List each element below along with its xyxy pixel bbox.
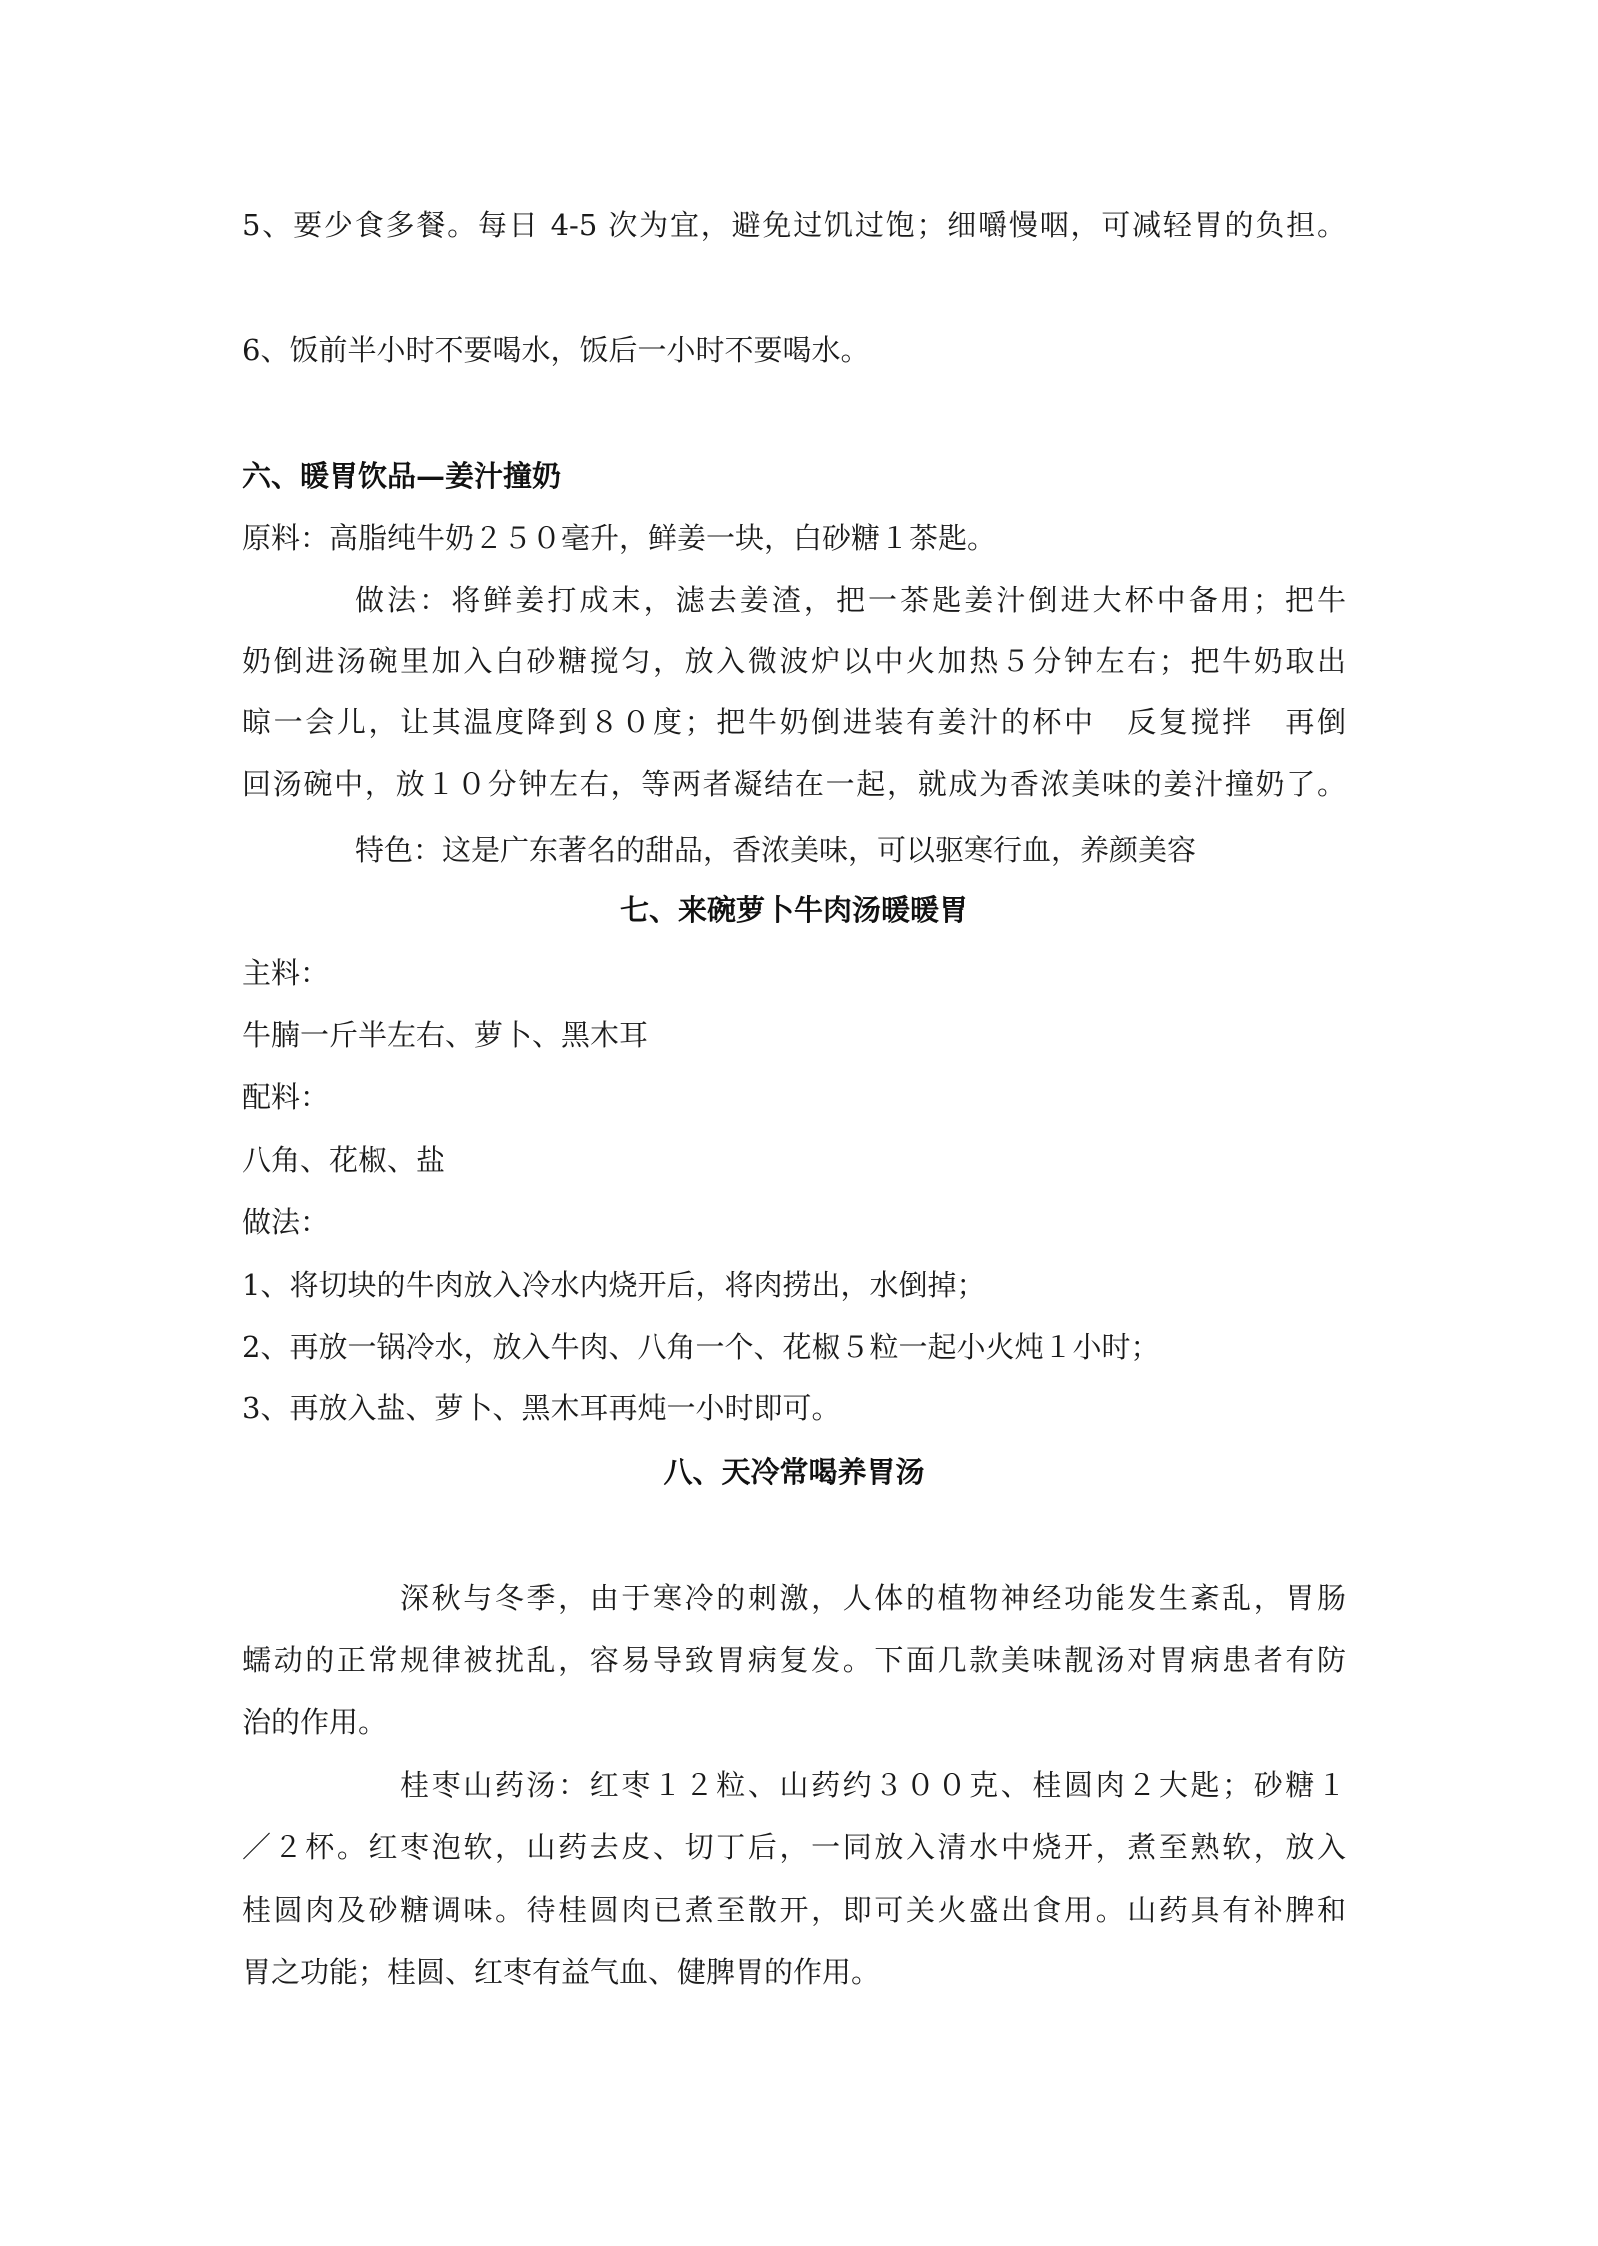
method-paragraph-line: 回汤碗中，放１０分钟左右，等两者凝结在一起，就成为香浓美味的姜汁撞奶了。 [242, 767, 1346, 801]
tip-item: 5、要少食多餐。每日 4-5 次为宜，避免过饥过饱；细嚼慢咽，可减轻胃的负担。 [242, 208, 1346, 242]
recipe-paragraph-line: 桂枣山药汤：红枣１２粒、山药约３００克、桂圆肉２大匙；砂糖１ [400, 1768, 1346, 1802]
intro-paragraph-line: 深秋与冬季，由于寒冷的刺激，人体的植物神经功能发生紊乱，胃肠 [400, 1581, 1346, 1615]
section-heading: 七、来碗萝卜牛肉汤暖暖胃 [619, 893, 968, 927]
intro-paragraph-line: 治的作用。 [242, 1705, 388, 1739]
main-ingredients-label: 主料： [242, 956, 330, 990]
aux-ingredients-label: 配料： [242, 1080, 330, 1114]
method-label: 做法： [242, 1205, 330, 1239]
section-heading: 六、暖胃饮品—姜汁撞奶 [242, 459, 562, 493]
intro-paragraph-line: 蠕动的正常规律被扰乱，容易导致胃病复发。下面几款美味靓汤对胃病患者有防 [242, 1643, 1346, 1677]
method-paragraph-line: 做法：将鲜姜打成末，滤去姜渣，把一茶匙姜汁倒进大杯中备用；把牛 [355, 583, 1346, 617]
recipe-paragraph-line: 桂圆肉及砂糖调味。待桂圆肉已煮至散开，即可关火盛出食用。山药具有补脾和 [242, 1893, 1346, 1927]
feature-line: 特色：这是广东著名的甜品，香浓美味，可以驱寒行血，养颜美容 [355, 833, 1197, 867]
aux-ingredients-list: 八角、花椒、盐 [242, 1143, 446, 1177]
step-item: 1、将切块的牛肉放入冷水内烧开后，将肉捞出，水倒掉； [242, 1268, 986, 1302]
recipe-paragraph-line: ／２杯。红枣泡软，山药去皮、切丁后，一同放入清水中烧开，煮至熟软，放入 [242, 1830, 1346, 1864]
section-heading: 八、天冷常喝养胃汤 [663, 1455, 925, 1489]
tip-item: 6、饭前半小时不要喝水，饭后一小时不要喝水。 [242, 333, 870, 367]
step-item: 3、再放入盐、萝卜、黑木耳再炖一小时即可。 [242, 1391, 841, 1425]
main-ingredients-list: 牛腩一斤半左右、萝卜、黑木耳 [242, 1018, 649, 1052]
step-item: 2、再放一锅冷水，放入牛肉、八角一个、花椒５粒一起小火炖１小时； [242, 1330, 1160, 1364]
method-paragraph-line: 奶倒进汤碗里加入白砂糖搅匀，放入微波炉以中火加热５分钟左右；把牛奶取出 [242, 644, 1346, 678]
ingredients-line: 原料：高脂纯牛奶２５０毫升，鲜姜一块，白砂糖１茶匙。 [242, 521, 997, 555]
method-paragraph-line: 晾一会儿，让其温度降到８０度；把牛奶倒进装有姜汁的杯中 反复搅拌 再倒 [242, 705, 1346, 739]
recipe-paragraph-line: 胃之功能；桂圆、红枣有益气血、健脾胃的作用。 [242, 1955, 881, 1989]
